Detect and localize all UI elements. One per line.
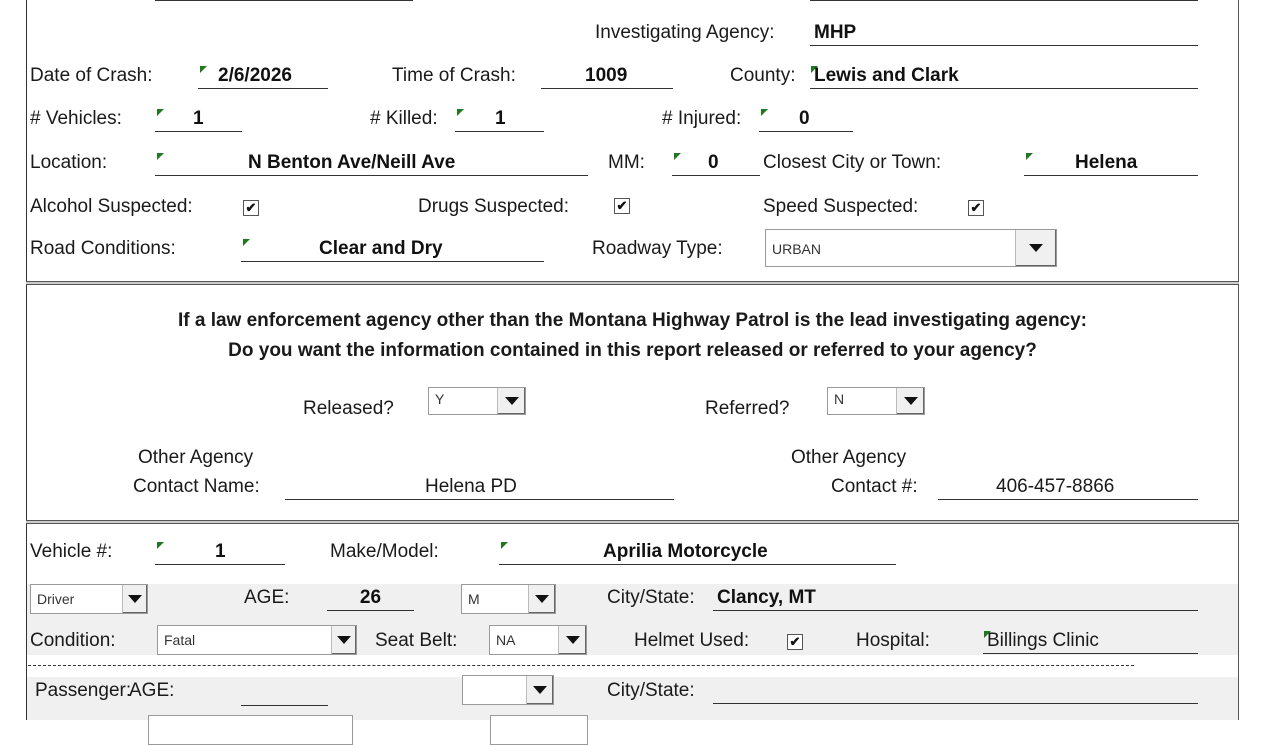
- passenger-age-field[interactable]: [241, 682, 328, 706]
- condition-value: Fatal: [164, 632, 196, 648]
- checkmark-icon: ✔: [616, 198, 628, 213]
- speed-suspected-checkbox[interactable]: [968, 200, 984, 216]
- drugs-suspected-checkbox[interactable]: [614, 198, 630, 214]
- driver-age-field[interactable]: [327, 587, 414, 611]
- checkmark-icon: ✔: [789, 634, 801, 649]
- section-divider: [26, 520, 1239, 524]
- closest-city-label: Closest City or Town:: [763, 152, 942, 173]
- alcohol-suspected-checkbox[interactable]: [243, 200, 259, 216]
- county-value: Lewis and Clark: [814, 65, 959, 86]
- helmet-used-label: Helmet Used:: [634, 630, 750, 651]
- vehicles-value: 1: [193, 108, 204, 129]
- make-model-field[interactable]: [499, 541, 896, 565]
- occupant-divider: [28, 665, 1134, 666]
- passenger-city-state-field[interactable]: [713, 680, 1198, 704]
- time-of-crash-field[interactable]: [541, 65, 673, 89]
- time-of-crash-value: 1009: [585, 65, 628, 86]
- contact-name-field[interactable]: [285, 476, 674, 500]
- vehicle-number-label: Vehicle #:: [30, 541, 113, 562]
- speed-suspected-label: Speed Suspected:: [763, 196, 919, 217]
- driver-sex-value: M: [468, 591, 480, 607]
- make-model-label: Make/Model:: [330, 541, 439, 562]
- comment-marker-icon: [243, 239, 250, 246]
- released-label: Released?: [303, 398, 394, 419]
- comment-marker-icon: [157, 109, 164, 116]
- contact-number-value: 406-457-8866: [996, 476, 1115, 497]
- chevron-down-icon[interactable]: [526, 676, 553, 704]
- investigating-agency-label: Investigating Agency:: [595, 22, 775, 43]
- location-value: N Benton Ave/Neill Ave: [248, 152, 456, 173]
- comment-marker-icon: [674, 153, 681, 160]
- chevron-down-icon[interactable]: [331, 626, 356, 654]
- county-field[interactable]: [810, 65, 1198, 89]
- contact-number-label-line1: Other Agency: [791, 447, 907, 468]
- road-conditions-value: Clear and Dry: [319, 238, 443, 259]
- seat-belt-value: NA: [496, 632, 516, 648]
- comment-marker-icon: [157, 153, 164, 160]
- referred-label: Referred?: [705, 398, 790, 419]
- driver-city-state-value: Clancy, MT: [717, 587, 816, 608]
- injured-field[interactable]: [759, 108, 853, 132]
- location-field[interactable]: [155, 152, 588, 176]
- referred-dropdown[interactable]: [827, 387, 925, 415]
- checkmark-icon: ✔: [970, 200, 982, 215]
- comment-marker-icon: [457, 109, 464, 116]
- time-of-crash-label: Time of Crash:: [392, 65, 516, 86]
- date-of-crash-value: 2/6/2026: [218, 65, 292, 86]
- comment-marker-icon: [1026, 153, 1033, 160]
- driver-sex-dropdown[interactable]: [461, 584, 556, 614]
- helmet-used-checkbox[interactable]: [787, 634, 803, 650]
- date-of-crash-field[interactable]: [198, 65, 328, 89]
- comment-marker-icon: [200, 66, 207, 73]
- killed-value: 1: [495, 108, 506, 129]
- injured-label: # Injured:: [662, 108, 742, 129]
- killed-field[interactable]: [455, 108, 544, 132]
- agency-notice-line2: Do you want the information contained in this report released or referred to your agency?: [228, 340, 1037, 361]
- vehicle-number-field[interactable]: [155, 541, 285, 565]
- chevron-down-icon[interactable]: [122, 585, 147, 613]
- vehicles-label: # Vehicles:: [30, 108, 122, 129]
- released-dropdown[interactable]: [428, 387, 526, 415]
- roadway-type-value: URBAN: [772, 241, 822, 257]
- chevron-down-icon[interactable]: [558, 626, 586, 654]
- seat-belt-dropdown[interactable]: [489, 625, 587, 655]
- contact-name-label-line1: Other Agency: [138, 447, 254, 468]
- agency-notice-line1: If a law enforcement agency other than the Montana Highway Patrol is the lead investigating agency:: [177, 310, 1088, 331]
- condition-label: Condition:: [30, 630, 116, 651]
- road-conditions-label: Road Conditions:: [30, 238, 176, 259]
- contact-name-value: Helena PD: [425, 476, 517, 497]
- injured-value: 0: [799, 108, 810, 129]
- hospital-label: Hospital:: [856, 630, 930, 651]
- roadway-type-label: Roadway Type:: [592, 238, 723, 259]
- mm-label: MM:: [608, 152, 645, 173]
- investigating-agency-field[interactable]: [810, 22, 1198, 46]
- prior-field-underline: [155, 0, 413, 1]
- condition-dropdown[interactable]: [157, 625, 357, 655]
- location-label: Location:: [30, 152, 108, 173]
- comment-marker-icon: [761, 109, 768, 116]
- county-label: County:: [730, 65, 796, 86]
- make-model-value: Aprilia Motorcycle: [603, 541, 768, 562]
- vehicle-number-value: 1: [215, 541, 226, 562]
- chevron-down-icon[interactable]: [497, 388, 525, 414]
- drugs-suspected-label: Drugs Suspected:: [418, 196, 570, 217]
- hospital-value: Billings Clinic: [987, 630, 1099, 651]
- closest-city-value: Helena: [1075, 152, 1138, 173]
- contact-name-label-line2: Contact Name:: [133, 476, 260, 497]
- date-of-crash-label: Date of Crash:: [30, 65, 153, 86]
- chevron-down-icon[interactable]: [1015, 230, 1056, 266]
- mm-value: 0: [708, 152, 719, 173]
- road-conditions-field[interactable]: [241, 238, 544, 262]
- driver-city-state-label: City/State:: [607, 587, 695, 608]
- vehicles-field[interactable]: [155, 108, 242, 132]
- driver-age-label: AGE:: [244, 587, 290, 608]
- occupant-role-value: Driver: [37, 591, 75, 607]
- contact-number-field[interactable]: [938, 476, 1198, 500]
- passenger-city-state-label: City/State:: [607, 680, 695, 701]
- closest-city-field[interactable]: [1024, 152, 1198, 176]
- passenger-age-label: AGE:: [129, 680, 175, 701]
- alcohol-suspected-label: Alcohol Suspected:: [30, 196, 193, 217]
- mm-field[interactable]: [672, 152, 760, 176]
- comment-marker-icon: [501, 542, 508, 549]
- driver-city-state-field[interactable]: [713, 587, 1198, 611]
- prior-field-underline: [810, 0, 1198, 1]
- form-border-right: [1238, 0, 1239, 720]
- released-value: Y: [435, 391, 445, 407]
- contact-number-label-line2: Contact #:: [831, 476, 918, 497]
- checkmark-icon: ✔: [245, 200, 257, 215]
- seat-belt-label: Seat Belt:: [375, 630, 458, 651]
- chevron-down-icon[interactable]: [528, 585, 555, 613]
- occupant-role-dropdown[interactable]: [30, 584, 148, 614]
- comment-marker-icon: [157, 542, 164, 549]
- section-divider: [26, 281, 1239, 285]
- chevron-down-icon[interactable]: [896, 388, 924, 414]
- referred-value: N: [834, 391, 845, 407]
- driver-age-value: 26: [359, 587, 382, 608]
- killed-label: # Killed:: [370, 108, 438, 129]
- investigating-agency-value: MHP: [814, 22, 857, 43]
- passenger-sex-dropdown[interactable]: [462, 675, 554, 705]
- roadway-type-dropdown[interactable]: [765, 229, 1057, 267]
- passenger-label: Passenger:: [35, 680, 132, 701]
- hospital-field[interactable]: [983, 630, 1198, 654]
